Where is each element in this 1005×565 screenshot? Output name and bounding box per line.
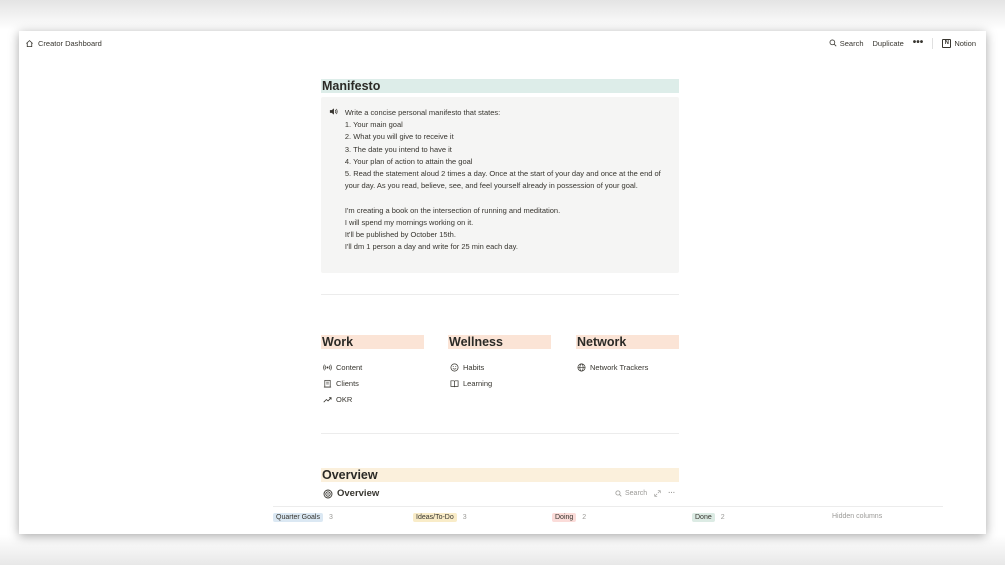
board-column-done[interactable] <box>692 513 725 522</box>
target-icon <box>323 489 333 499</box>
board-column-ideas-todo[interactable] <box>413 513 467 522</box>
search-icon <box>615 490 622 497</box>
network-heading: Network <box>576 335 679 349</box>
work-heading: Work <box>321 335 424 349</box>
callout-line: 5. Read the statement aloud 2 times a day. Once at the start of your day and once at the end of your day. As you read, believe, see, and feel yourself already in possession of your goal. <box>344 169 661 191</box>
board-column-doing[interactable] <box>552 513 586 522</box>
board-divider <box>273 506 943 507</box>
board-column-quarter-goals[interactable] <box>273 513 333 522</box>
hidden-columns-toggle[interactable] <box>832 513 882 520</box>
network-links <box>577 359 648 375</box>
manifesto-heading: Manifesto <box>321 79 679 93</box>
wellness-heading: Wellness <box>448 335 551 349</box>
divider <box>321 294 679 295</box>
divider <box>321 433 679 434</box>
home-icon <box>25 39 34 48</box>
search-icon <box>829 39 837 47</box>
broadcast-icon <box>323 363 332 372</box>
column-count: 3 <box>328 514 333 521</box>
callout-line: It'll be published by October 15th. <box>344 230 456 240</box>
callout-line: 2. What you will give to receive it <box>344 132 454 142</box>
app-window <box>19 31 986 534</box>
more-options-button[interactable] <box>913 38 924 48</box>
smile-icon <box>450 363 459 372</box>
column-tag: Quarter Goals <box>273 513 323 522</box>
callout-line: 3. The date you intend to have it <box>344 144 452 154</box>
wellness-link-label: Habits <box>463 362 485 372</box>
wellness-links <box>450 359 492 391</box>
work-links <box>323 359 362 407</box>
overview-more-icon[interactable]: ··· <box>668 490 676 497</box>
search-button[interactable] <box>829 39 864 48</box>
callout-text <box>345 107 670 273</box>
hidden-columns-label: Hidden columns <box>832 513 883 520</box>
overview-view-title[interactable] <box>323 488 379 499</box>
speaker-icon <box>329 107 339 273</box>
notion-label: Notion <box>954 38 976 48</box>
overview-heading: Overview <box>321 468 679 482</box>
callout-line: I will spend my mornings working on it. <box>344 217 474 227</box>
notion-logo-icon: N <box>942 39 951 48</box>
column-count: 3 <box>462 514 467 521</box>
top-actions <box>829 38 976 49</box>
callout-line: 1. Your main goal <box>344 120 403 130</box>
notion-button[interactable] <box>942 39 976 48</box>
column-count: 2 <box>720 514 725 521</box>
work-link-label: Clients <box>336 378 359 388</box>
column-tag: Ideas/To-Do <box>413 513 457 522</box>
manifesto-callout[interactable] <box>321 97 679 273</box>
book-icon <box>450 379 459 388</box>
overview-view-label: Overview <box>337 488 380 499</box>
network-link-label: Network Trackers <box>590 362 649 372</box>
work-link-clients[interactable] <box>323 375 362 391</box>
column-tag: Doing <box>552 513 576 522</box>
wellness-link-habits[interactable] <box>450 359 492 375</box>
overview-toolbar <box>615 490 675 497</box>
duplicate-label: Duplicate <box>872 38 904 48</box>
building-icon <box>323 379 332 388</box>
wellness-link-learning[interactable] <box>450 375 492 391</box>
callout-line: I'm creating a book on the intersection of running and meditation. <box>344 205 561 215</box>
callout-line: I'll dm 1 person a day and write for 25 min each day. <box>344 242 518 252</box>
callout-line: Write a concise personal manifesto that states: <box>344 108 501 117</box>
overview-search-button[interactable] <box>615 490 647 497</box>
top-bar-divider <box>932 38 933 49</box>
duplicate-button[interactable] <box>873 39 904 48</box>
work-link-okr[interactable] <box>323 391 362 407</box>
trending-up-icon <box>323 395 332 404</box>
column-count: 2 <box>582 514 587 521</box>
breadcrumb[interactable] <box>25 39 102 48</box>
overview-search-label: Search <box>625 490 648 497</box>
board-column-headers <box>273 513 973 527</box>
network-link-trackers[interactable] <box>577 359 648 375</box>
more-icon: ••• <box>912 37 924 48</box>
work-link-label: Content <box>336 362 363 372</box>
wellness-link-label: Learning <box>463 378 493 388</box>
work-link-label: OKR <box>336 394 353 404</box>
column-tag: Done <box>692 513 715 522</box>
breadcrumb-title: Creator Dashboard <box>38 38 102 48</box>
work-link-content[interactable] <box>323 359 362 375</box>
top-bar <box>19 31 986 55</box>
globe-icon <box>577 363 586 372</box>
callout-line: 4. Your plan of action to attain the goal <box>344 156 473 166</box>
search-label: Search <box>839 38 864 48</box>
expand-icon[interactable] <box>654 490 661 497</box>
